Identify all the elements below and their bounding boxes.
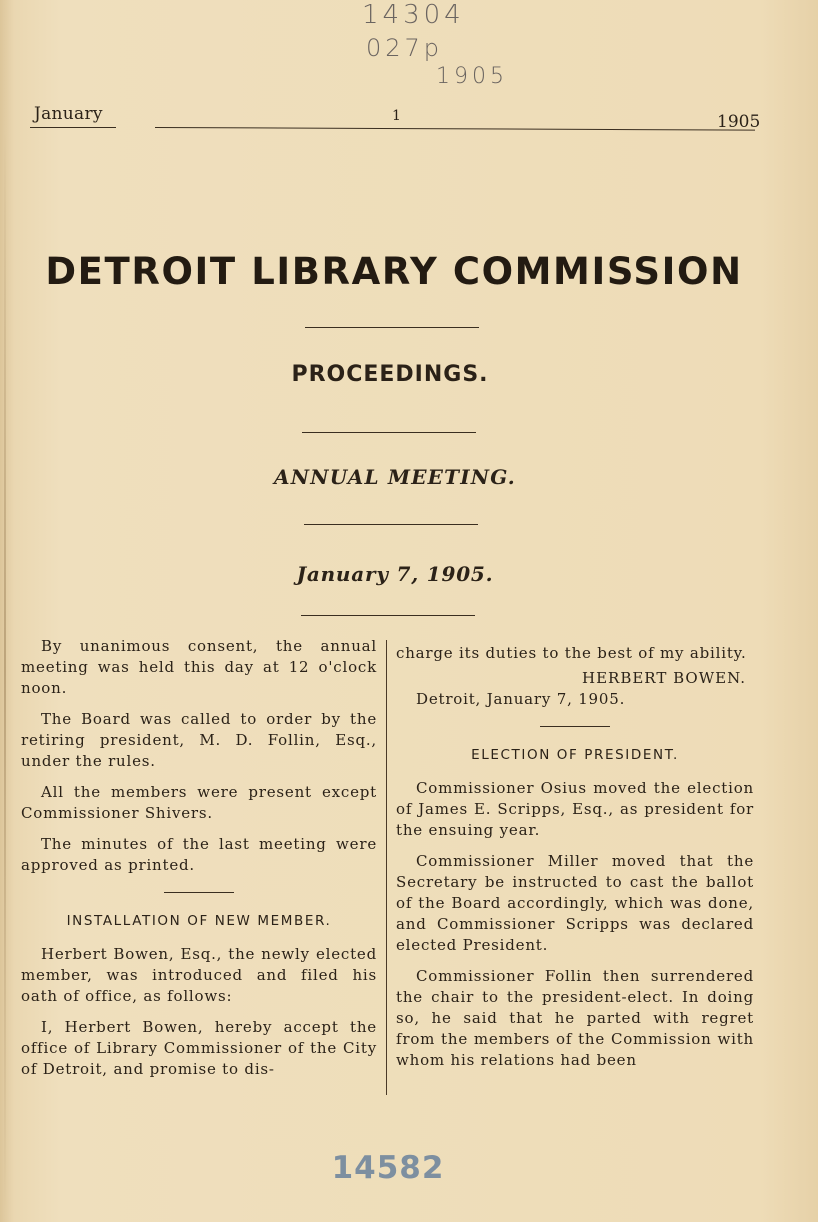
left-column [21, 636, 377, 1090]
handwritten-call-number-line-3: 1905 [436, 64, 508, 89]
column-divider [386, 640, 387, 1095]
paragraph: The Board was called to order by the retiring president, M. D. Follin, Esq., under the rules. [21, 710, 377, 770]
handwritten-call-number-line-1: 14304 [362, 0, 465, 30]
right-column [396, 643, 754, 1081]
title-divider [305, 327, 479, 328]
handwritten-call-number-line-2: 027p [366, 34, 444, 62]
paragraph-continuation: charge its duties to the best of my ability. [396, 644, 747, 662]
paragraph: By unanimous consent, the annual meeting was held this day at 12 o'clock noon. [21, 637, 377, 697]
running-head-year: 1905 [717, 112, 761, 132]
paragraph: I, Herbert Bowen, hereby accept the office of Library Commissioner of the City of Detroit, and promise to dis- [21, 1018, 377, 1078]
paragraph: Commissioner Follin then surrendered the chair to the president-elect. In doing so, he said that he parted with regret from the members of the Commission with whom his relations had been [396, 967, 754, 1069]
meeting-type-divider [304, 524, 478, 525]
subtitle-divider [302, 432, 476, 433]
running-head-page-number: 1 [392, 108, 401, 124]
paragraph: All the members were present except Commissioner Shivers. [21, 783, 377, 822]
meeting-type: ANNUAL MEETING. [274, 465, 516, 489]
section-divider [164, 892, 234, 893]
accession-stamp: 14582 [331, 1150, 445, 1186]
running-head-rule-main [155, 127, 755, 131]
oath-signature-date: Detroit, January 7, 1905. [416, 690, 626, 708]
paragraph: Commissioner Osius moved the election of James E. Scripps, Esq., as president for the ensuing year. [396, 779, 754, 839]
binding-edge [4, 130, 6, 1210]
paragraph: The minutes of the last meeting were approved as printed. [21, 835, 377, 874]
section-heading-installation: INSTALLATION OF NEW MEMBER. [66, 913, 332, 929]
running-head [0, 100, 818, 140]
paragraph: Commissioner Miller moved that the Secretary be instructed to cast the ballot of the Board accordingly, which was done, and Commissioner Scripps was declared elected President. [396, 852, 754, 954]
meeting-date: January 7, 1905. [296, 562, 494, 586]
document-title: DETROIT LIBRARY COMMISSION [45, 250, 743, 293]
date-divider [301, 615, 475, 616]
section-heading-election: ELECTION OF PRESIDENT. [471, 747, 679, 763]
section-divider [540, 726, 610, 727]
oath-signature-name: HERBERT BOWEN. [582, 669, 746, 687]
document-subtitle: PROCEEDINGS. [291, 362, 489, 387]
paragraph: Herbert Bowen, Esq., the newly elected member, was introduced and filed his oath of office, as follows: [21, 945, 377, 1005]
running-head-month: January [34, 104, 103, 124]
running-head-rule-left [30, 127, 116, 128]
